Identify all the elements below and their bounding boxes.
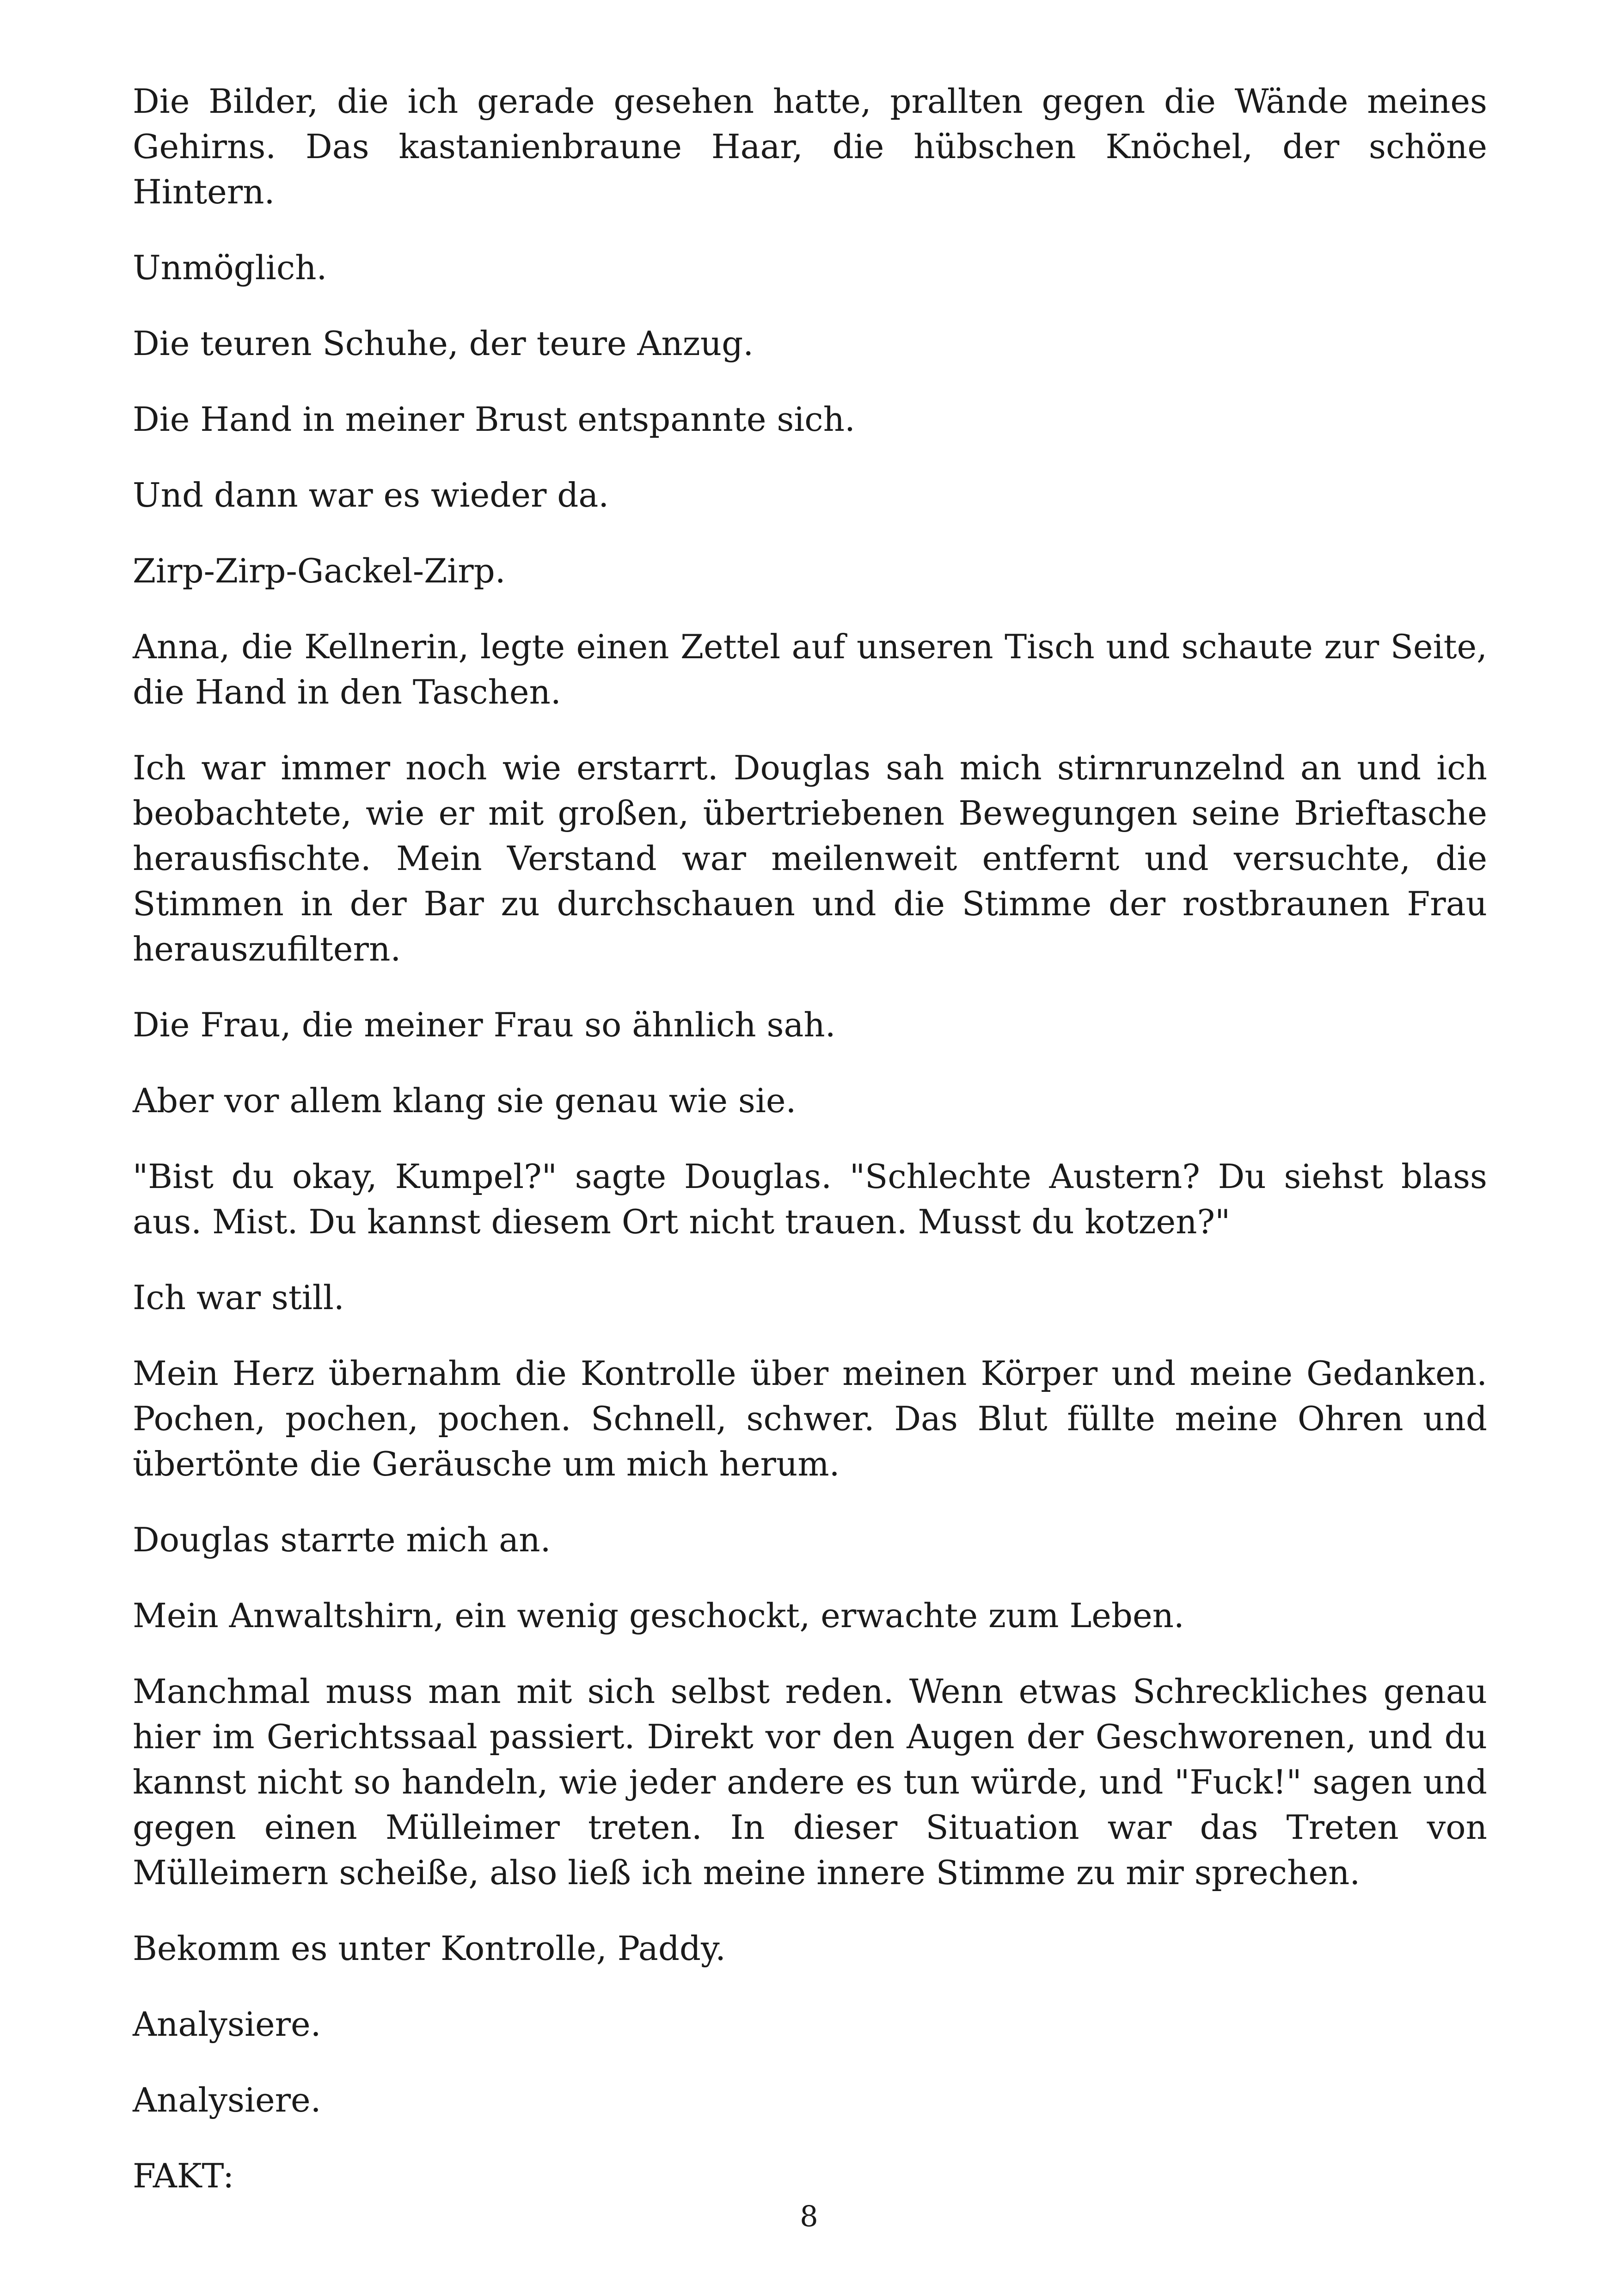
paragraph-17: Bekomm es unter Kontrolle, Paddy.	[133, 1929, 726, 1968]
paragraph-2: Unmöglich.	[133, 248, 327, 287]
paragraph-11: "Bist du okay, Kumpel?" sagte Douglas. "Schlechte Austern? Du siehst blass aus. Mist. Du kannst diesem Ort nicht trauen. Musst du kotzen?"	[133, 1157, 1487, 1241]
paragraph-6: Zirp-Zirp-Gackel-Zirp.	[133, 551, 506, 590]
paragraph-5: Und dann war es wieder da.	[133, 476, 609, 514]
paragraph-16: Manchmal muss man mit sich selbst reden. Wenn etwas Schreckliches genau hier im Gerichtssaal passiert. Direkt vor den Augen der Geschworenen, und du kannst nicht so handeln, wie jeder andere es tun würde, und "Fuck!" sagen und gegen einen Mülleimer treten. In dieser Situation war das Treten von Mülleimern scheiße, also ließ ich meine innere Stimme zu mir sprechen.	[133, 1672, 1487, 1892]
paragraph-14: Douglas starrte mich an.	[133, 1520, 551, 1559]
paragraph-18: Analysiere.	[133, 2005, 321, 2044]
paragraph-12: Ich war still.	[133, 1278, 344, 1317]
paragraph-20: FAKT:	[133, 2156, 234, 2195]
page-number: 8	[800, 2199, 818, 2233]
paragraph-3: Die teuren Schuhe, der teure Anzug.	[133, 324, 754, 363]
paragraph-15: Mein Anwaltshirn, ein wenig geschockt, erwachte zum Leben.	[133, 1596, 1184, 1635]
paragraph-8: Ich war immer noch wie erstarrt. Douglas sah mich stirnrunzelnd an und ich beobachtete, wie er mit großen, übertriebenen Bewegungen seine Brieftasche herausfischte. Mein Verstand war meilenweit entfernt und versuchte, die Stimmen in der Bar zu durchschauen und die Stimme der rostbraunen Frau herauszufiltern.	[133, 748, 1487, 968]
paragraph-1: Die Bilder, die ich gerade gesehen hatte, prallten gegen die Wände meines Gehirns. Das kastanienbraune Haar, die hübschen Knöchel, der schöne Hintern.	[133, 82, 1487, 211]
paragraph-10: Aber vor allem klang sie genau wie sie.	[133, 1081, 797, 1120]
paragraph-19: Analysiere.	[133, 2081, 321, 2119]
paragraph-4: Die Hand in meiner Brust entspannte sich.	[133, 400, 855, 439]
paragraph-13: Mein Herz übernahm die Kontrolle über meinen Körper und meine Gedanken. Pochen, pochen, pochen. Schnell, schwer. Das Blut füllte meine Ohren und übertönte die Geräusche um mich herum.	[133, 1354, 1487, 1483]
body-text	[133, 79, 1487, 2229]
paragraph-9: Die Frau, die meiner Frau so ähnlich sah.	[133, 1005, 836, 1044]
paragraph-7: Anna, die Kellnerin, legte einen Zettel auf unseren Tisch und schaute zur Seite, die Hand in den Taschen.	[133, 627, 1487, 711]
